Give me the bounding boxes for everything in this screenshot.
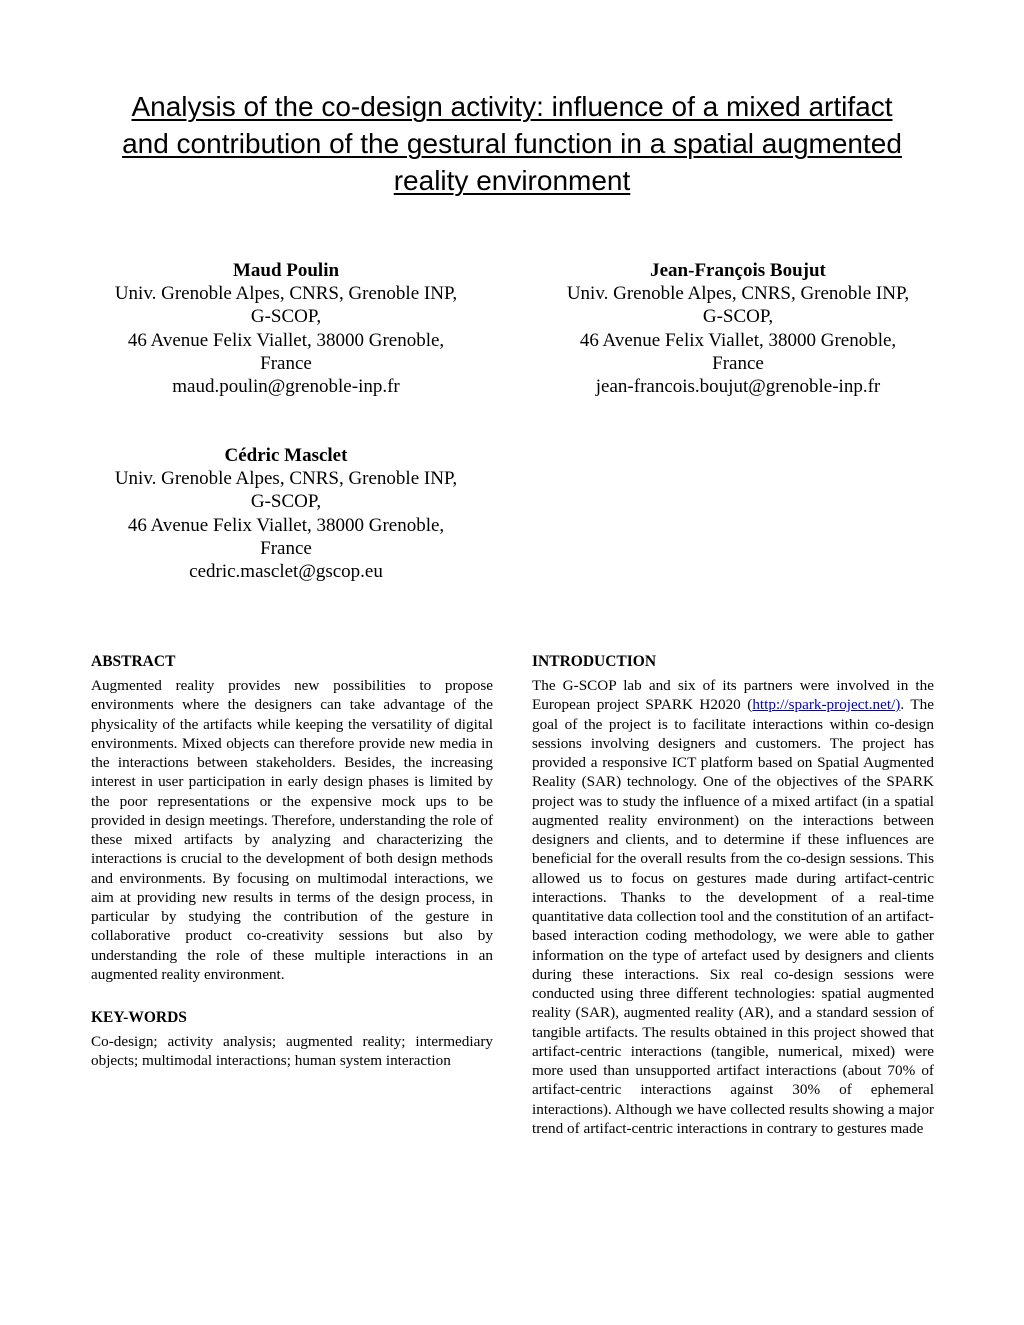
paper-title [70,88,954,199]
right-column [532,652,934,1138]
author-email[interactable]: maud.poulin@grenoble-inp.fr [172,376,400,398]
introduction-text [532,676,934,1138]
author-affiliation: Univ. Grenoble Alpes, CNRS, Grenoble INP, [114,468,458,490]
author-name: Cédric Masclet [224,445,348,466]
author-email[interactable]: cedric.masclet@gscop.eu [189,561,383,583]
title-line-2: and contribution of the gestural function in a spatial augmented [122,128,902,159]
spark-project-link[interactable]: http://spark-project.net/) [752,696,901,714]
author-country: France [712,352,764,374]
author-name: Maud Poulin [232,260,340,281]
left-column [91,652,493,1071]
author-email[interactable]: jean-francois.boujut@grenoble-inp.fr [595,376,881,398]
title-line-1: Analysis of the co-design activity: influence of a mixed artifact [131,91,893,122]
intro-text-start: The G-SCOP lab and six of its partners were involved in the European project SPARK H2020 ( [532,677,934,714]
author-block-3 [60,444,512,583]
keywords-text: Co-design; activity analysis; augmented reality; intermediary objects; multimodal interactions; human system interaction [91,1033,493,1070]
author-country: France [260,352,312,374]
author-block-2 [512,259,964,398]
author-lab: G-SCOP, [250,491,322,513]
author-lab: G-SCOP, [250,306,322,328]
abstract-heading: ABSTRACT [91,653,176,670]
author-address: 46 Avenue Felix Viallet, 38000 Grenoble, [127,329,445,351]
intro-text-rest: . The goal of the project is to facilitate interactions within co-design sessions involving designers and customers. The project has provided a responsive ICT platform based on Spatial Augmented Reality (SAR) technology. One of the objectives of the SPARK project was to study the influence of a mixed artifact (in a spatial augmented reality environment) on the interactions between designers and clients, and to determine if these influences are beneficial for the overall results from the co-design sessions. This allowed us to focus on gestures made during artifact-centric interactions. Thanks to the development of a real-time quantitative data collection tool and the constitution of an artifact-based interaction coding methodology, we were able to gather information on the type of artefact used by designers and clients during these interactions. Six real co-design sessions were conducted using three different technologies: spatial augmented reality (SAR), augmented reality (AR), and a standard session of tangible artifacts. The results obtained in this project showed that artifact-centric interactions (tangible, numerical, mixed) were more used than unsupported artifact interactions (about 70% of artifact-centric interactions against 30% of ephemeral interactions). Although we have collected results showing a major trend of artifact-centric interactions in contrary to gestures made [532,696,934,1137]
author-affiliation: Univ. Grenoble Alpes, CNRS, Grenoble INP, [114,283,458,305]
author-country: France [260,537,312,559]
author-address: 46 Avenue Felix Viallet, 38000 Grenoble, [127,514,445,536]
abstract-text: Augmented reality provides new possibilities to propose environments where the designers can take advantage of the physicality of the artifacts while keeping the versatility of digital environments. Mixed objects can therefore provide new media in the interactions between stakeholders. Besides, the increasing interest in user participation in early design phases is limited by the poor representations or the expensive mock ups to be provided in design meetings. Therefore, understanding the role of these mixed artifacts by analyzing and characterizing the interactions is crucial to the development of both design methods and environments. By focusing on multimodal interactions, we aim at providing new results in terms of the design process, in particular by studying the contribution of the gesture in collaborative product co-creativity sessions but also by understanding the role of these multiple interactions in an augmented reality environment. [91,677,493,983]
author-address: 46 Avenue Felix Viallet, 38000 Grenoble, [579,329,897,351]
author-name: Jean-François Boujut [650,260,826,281]
introduction-heading: INTRODUCTION [532,653,657,670]
keywords-heading: KEY-WORDS [91,1009,187,1026]
author-lab: G-SCOP, [702,306,774,328]
author-affiliation: Univ. Grenoble Alpes, CNRS, Grenoble INP, [566,283,910,305]
author-block-1 [60,259,512,398]
title-line-3: reality environment [393,165,631,196]
